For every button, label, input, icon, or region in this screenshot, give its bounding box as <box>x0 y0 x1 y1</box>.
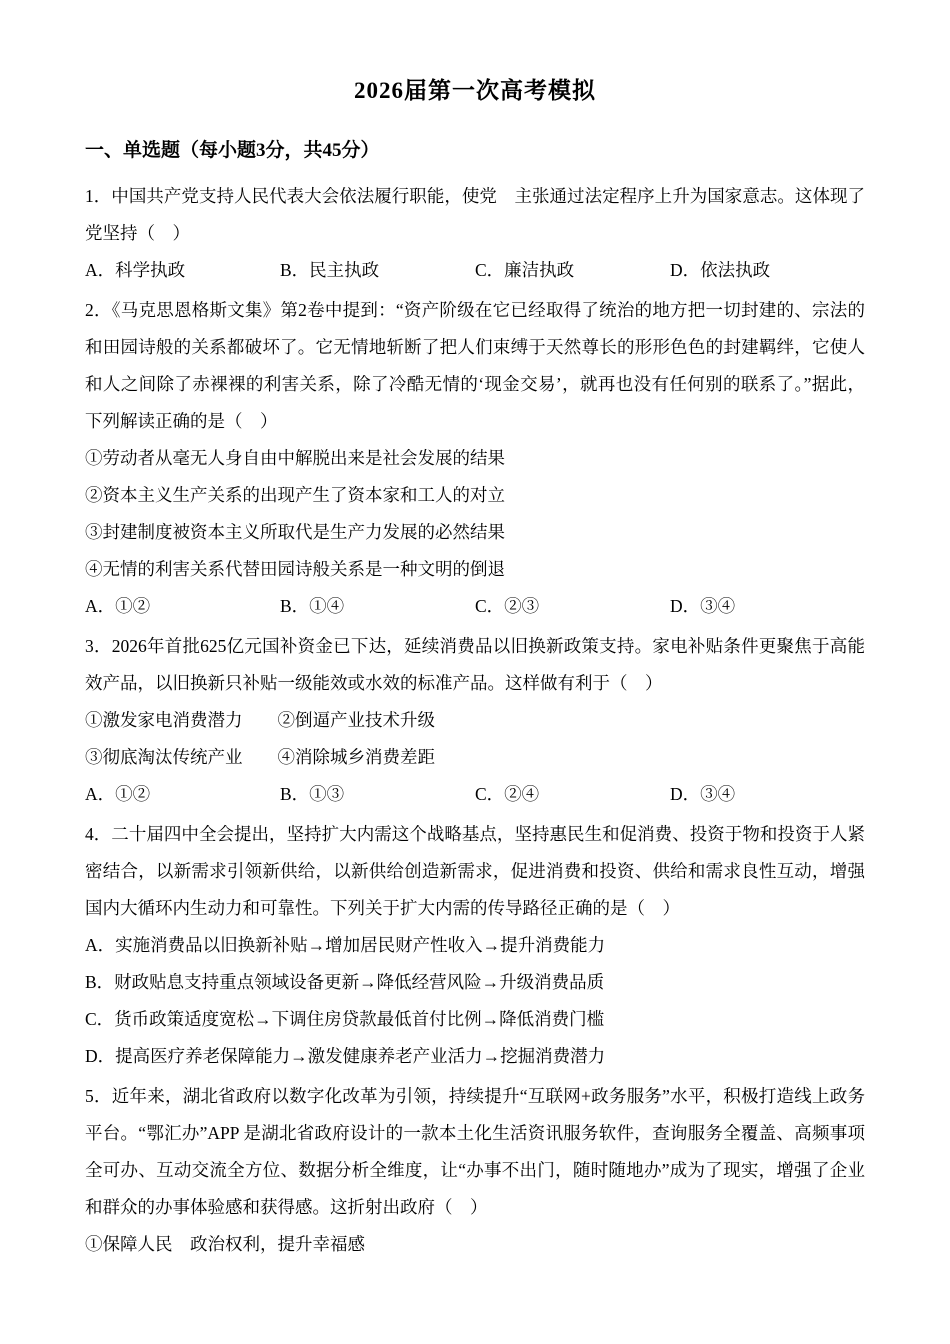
question-2-statement-1: ①劳动者从毫无人身自由中解脱出来是社会发展的结果 <box>85 448 505 468</box>
question-4-option-c: C．货币政策适度宽松→下调住房贷款最低首付比例→降低消费门槛 <box>85 1009 605 1029</box>
question-1-option-a: A．科学执政 <box>85 260 186 280</box>
question-2-statement-3: ③封建制度被资本主义所取代是生产力发展的必然结果 <box>85 522 505 542</box>
question-2-option-c: C．②③ <box>475 596 540 616</box>
question-3-option-d: D．③④ <box>670 784 736 804</box>
question-5-stem: 5．近年来，湖北省政府以数字化改革为引领，持续提升“互联网+政务服务”水平，积极打造线上政务平台。“鄂汇办”APP 是湖北省政府设计的一款本土化生活资讯服务软件，查询服务全覆盖、高频事项全可办、互动交流全方位、数据分析全维度，让“办事不出门，随时随地办”成为了现实，增强了企业和群众的办事体验感和获得感。这折射出政府（ ） <box>85 1086 865 1217</box>
question-2-stem: 2．《马克思恩格斯文集》第2卷中提到：“资产阶级在它已经取得了统治的地方把一切封建的、宗法的和田园诗般的关系都破坏了。它无情地斩断了把人们束缚于天然尊长的形形色色的封建羁绊，它使人和人之间除了赤裸裸的利害关系，除了冷酷无情的‘现金交易’，就再也没有任何别的联系了。”据此，下列解读正确的是（ ） <box>85 300 865 431</box>
question-4-option-a: A．实施消费品以旧换新补贴→增加居民财产性收入→提升消费能力 <box>85 935 606 955</box>
question-3-statement-line-2: ③彻底淘汰传统产业 ④消除城乡消费差距 <box>85 747 435 767</box>
question-4-option-b: B．财政贴息支持重点领域设备更新→降低经营风险→升级消费品质 <box>85 972 605 992</box>
question-1-options <box>85 252 865 289</box>
question-1-option-d: D．依法执政 <box>670 260 771 280</box>
question-5 <box>85 1078 865 1263</box>
question-2-statement-2: ②资本主义生产关系的出现产生了资本家和工人的对立 <box>85 485 505 505</box>
exam-title: 2026届第一次高考模拟 <box>354 78 596 103</box>
question-4-stem: 4．二十届四中全会提出，坚持扩大内需这个战略基点，坚持惠民生和促消费、投资于物和投资于人紧密结合，以新需求引领新供给，以新供给创造新需求，促进消费和投资、供给和需求良性互动，增强国内大循环内生动力和可靠性。下列关于扩大内需的传导路径正确的是（ ） <box>85 824 865 918</box>
question-3-option-a: A．①② <box>85 784 151 804</box>
question-2-options <box>85 588 865 625</box>
question-1-stem: 1．中国共产党支持人民代表大会依法履行职能，使党 主张通过法定程序上升为国家意志。这体现了党坚持（ ） <box>85 186 865 243</box>
question-3-option-b: B．①③ <box>280 784 345 804</box>
question-2-option-b: B．①④ <box>280 596 345 616</box>
question-4-option-d: D．提高医疗养老保障能力→激发健康养老产业活力→挖掘消费潜力 <box>85 1046 606 1066</box>
question-2-statement-4: ④无情的利害关系代替田园诗般关系是一种文明的倒退 <box>85 559 505 579</box>
question-3-statement-line-1: ①激发家电消费潜力 ②倒逼产业技术升级 <box>85 710 435 730</box>
question-2 <box>85 292 865 625</box>
section-heading: 一、单选题（每小题3分，共45分） <box>85 140 380 161</box>
question-5-statement-1: ①保障人民 政治权利，提升幸福感 <box>85 1234 365 1254</box>
question-3 <box>85 628 865 813</box>
question-3-stem: 3．2026年首批625亿元国补资金已下达，延续消费品以旧换新政策支持。家电补贴条件更聚焦于高能效产品，以旧换新只补贴一级能效或水效的标准产品。这样做有利于（ ） <box>85 636 865 693</box>
question-3-options <box>85 776 865 813</box>
question-1-option-b: B．民主执政 <box>280 260 380 280</box>
question-4 <box>85 816 865 1075</box>
question-1 <box>85 178 865 289</box>
question-2-option-d: D．③④ <box>670 596 736 616</box>
question-3-option-c: C．②④ <box>475 784 540 804</box>
question-1-option-c: C．廉洁执政 <box>475 260 575 280</box>
question-2-option-a: A．①② <box>85 596 151 616</box>
